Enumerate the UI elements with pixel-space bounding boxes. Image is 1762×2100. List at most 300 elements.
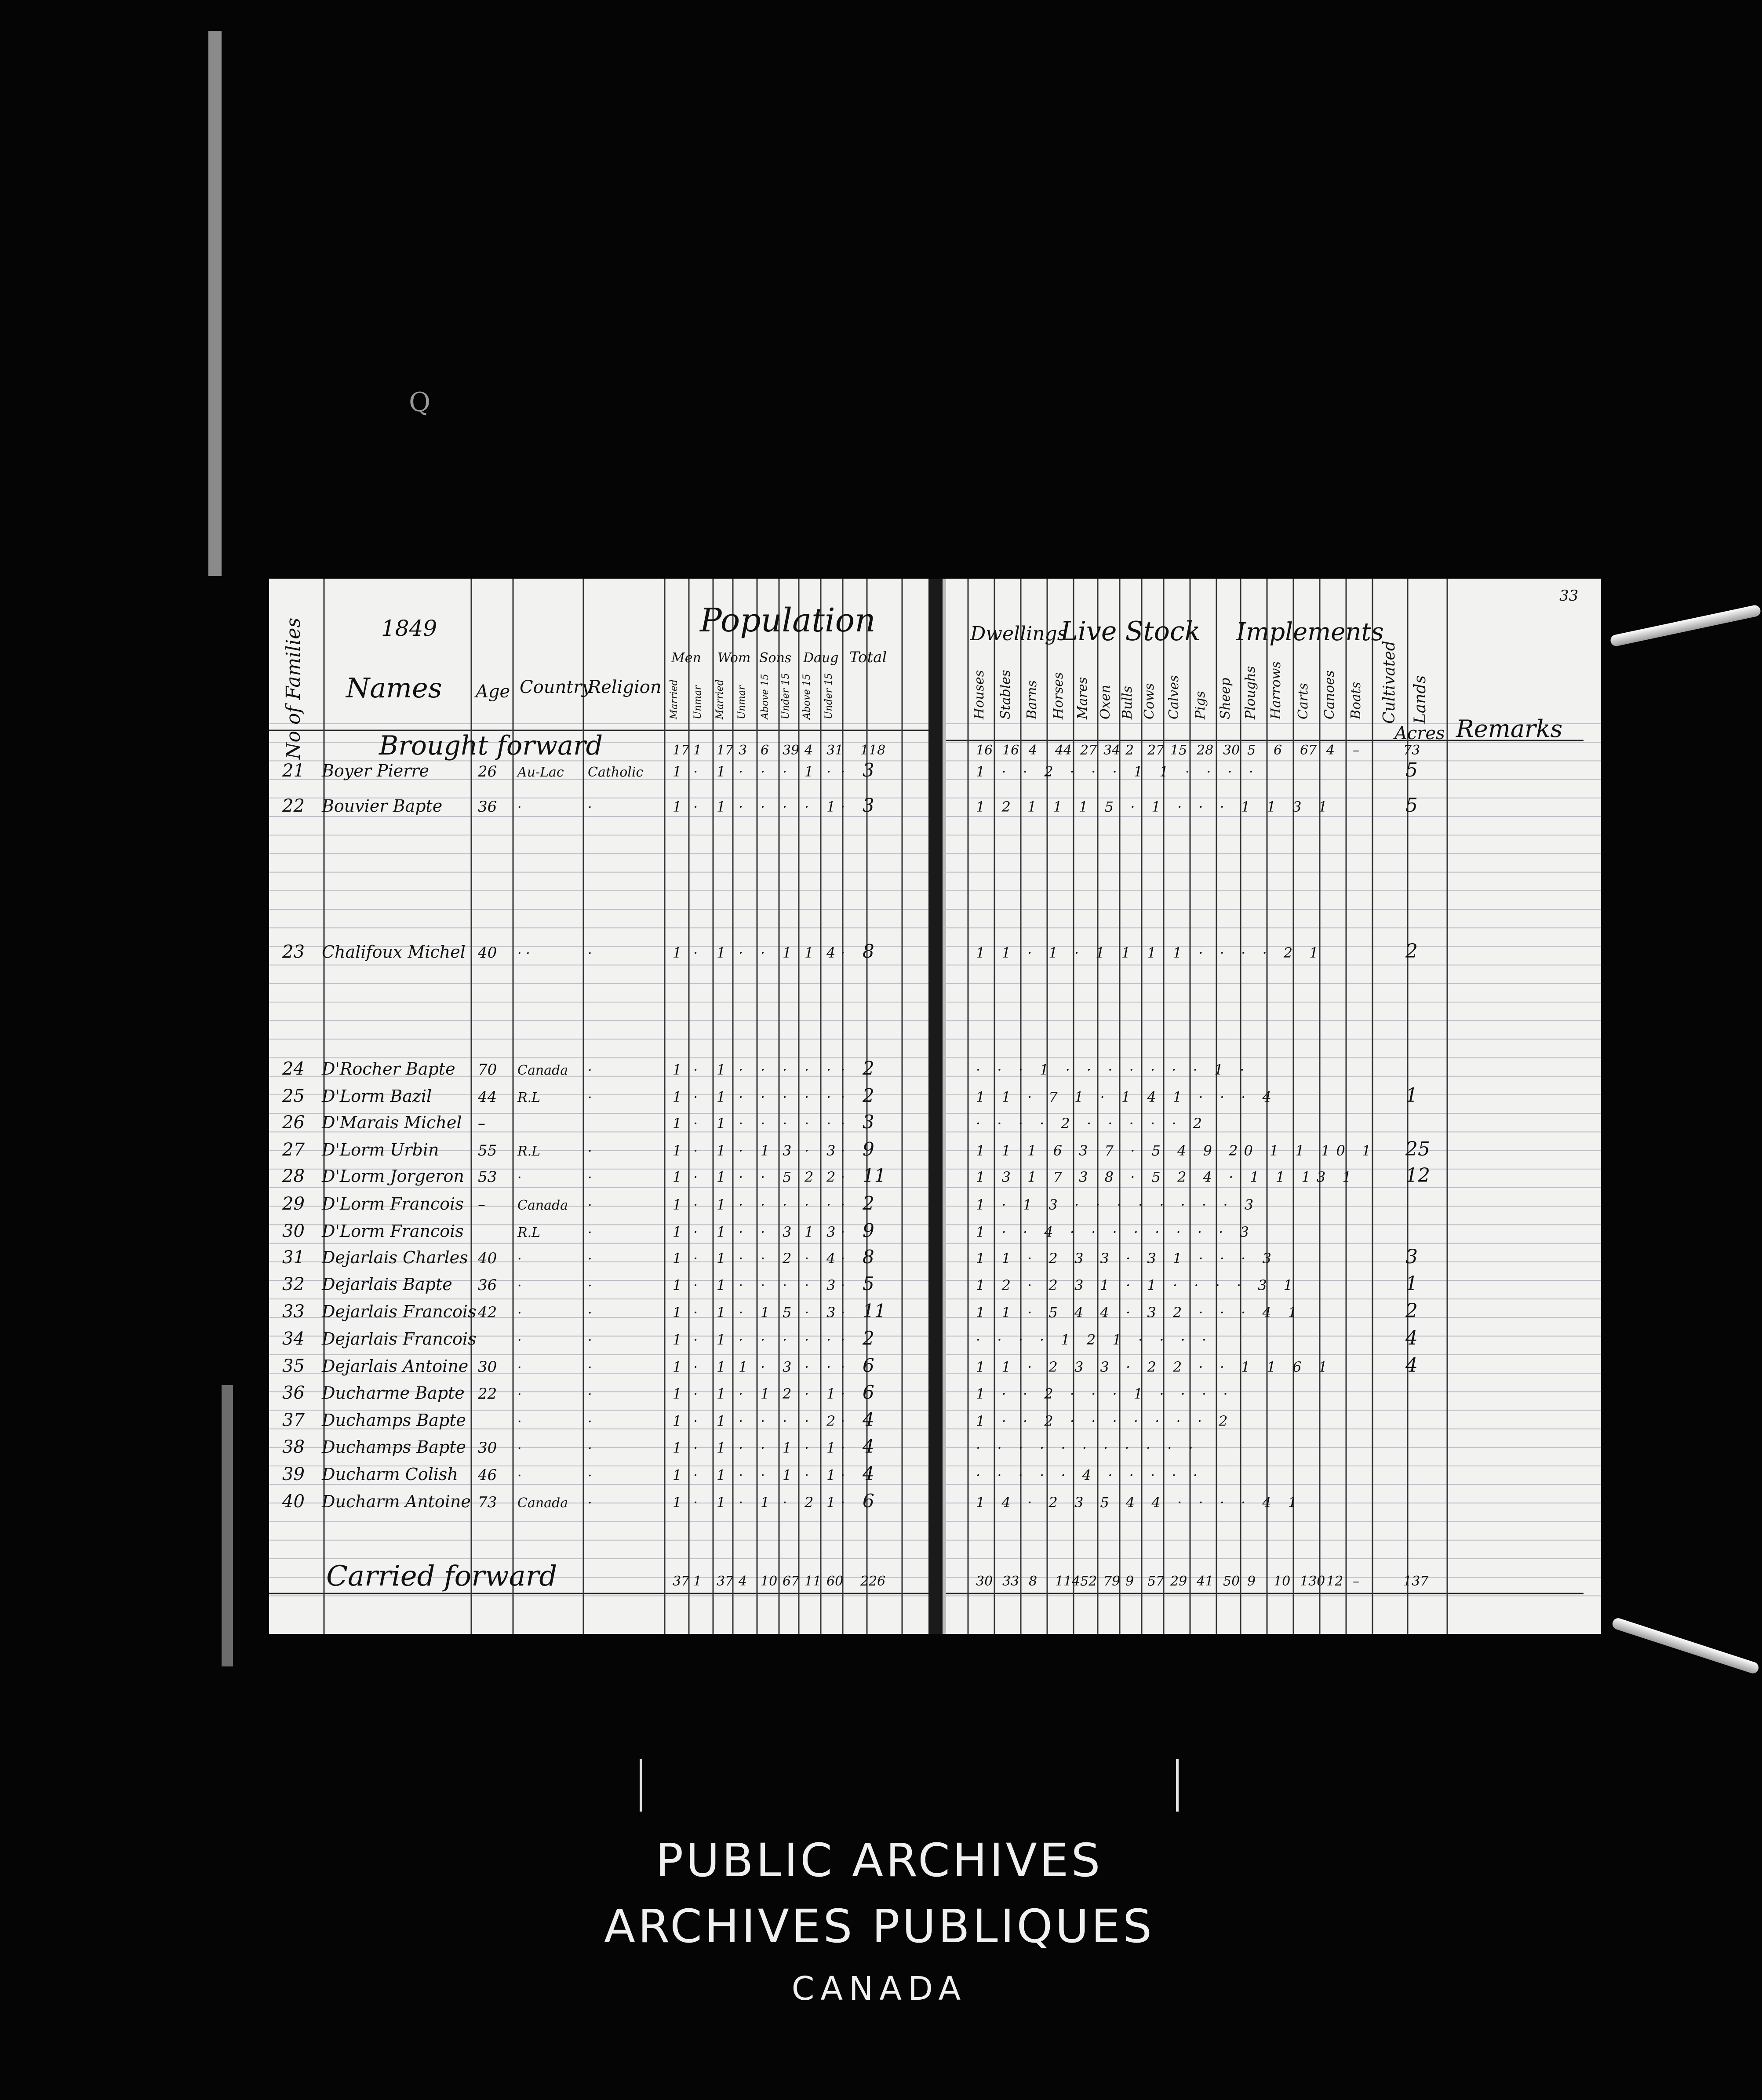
row-pop-value: · [761,1359,765,1375]
row-name: Dejarlais Bapte [322,1275,452,1294]
row-pop-value: · [693,1169,698,1185]
row-name: Boyer Pierre [322,761,430,780]
row-religion: · [588,1144,592,1159]
row-pop-value: 3 [826,1142,836,1159]
row-pop-value: 1 [717,1277,726,1294]
row-stock: 1 · 1 3 · · · · · · · · 3 [976,1196,1260,1213]
row-pop-value: · [761,763,765,780]
row-pop-value: · [841,1440,845,1456]
row-stock: · · · · · · · · · · · [976,1440,1199,1456]
row-stock: 1 · · 2 · · · · · · · 2 [976,1413,1234,1429]
row-pop-value: 1 [717,1224,726,1240]
frame-tick-right [1176,1759,1179,1812]
margin-mark: Q [409,387,431,418]
row-pop-value: · [841,1061,845,1078]
row-pop-value: · [761,1467,765,1484]
brought-forward-value: 17 [717,743,734,758]
stamp-line-3: CANADA [791,1970,967,2008]
row-pop-value: · [739,1089,743,1105]
row-pop-value: 3 [826,1277,836,1294]
row-pop-value: · [761,1115,765,1132]
row-country: · · [517,946,530,961]
row-pop-value: · [693,1467,698,1484]
row-pop-value: 1 [783,1440,792,1456]
row-country: · [517,1360,522,1375]
row-pop-value: · [761,1169,765,1185]
row-country: · [517,1468,522,1484]
row-stock: 1 1 · 2 3 3 · 3 1 · · · 3 [976,1250,1278,1267]
row-pop-value: · [826,1115,831,1132]
brought-forward-value: 15 [1170,743,1187,758]
header-stock-col: Sheep [1218,678,1233,719]
row-total: 4 [863,1409,874,1430]
row-pop-value: · [739,1061,743,1078]
row-pop-value: · [739,1115,743,1132]
row-pop-value: · [739,1304,743,1321]
carried-forward-value: 1 [693,1574,702,1589]
row-pop-value: 1 [673,1115,682,1132]
row-pop-value: · [841,1196,845,1213]
row-stock: 1 1 · 5 4 4 · 3 2 · · · 4 1 [976,1304,1303,1321]
header-stock-col: Barns [1024,680,1040,719]
row-pop-value: · [841,1359,845,1375]
row-number: 23 [282,942,305,962]
row-pop-value: 1 [673,1089,682,1105]
row-acres: 1 [1405,1272,1418,1295]
row-pop-value: 1 [826,1385,836,1402]
carried-forward-value: 60 [826,1574,844,1589]
row-pop-value: · [805,1142,809,1159]
row-pop-value: 1 [717,1304,726,1321]
carried-forward-value: 11 [805,1574,822,1589]
row-acres: 3 [1405,1246,1418,1268]
row-pop-value: · [841,1331,845,1348]
row-pop-value: 1 [673,798,682,815]
row-number: 25 [282,1086,305,1106]
row-acres: 2 [1405,940,1418,962]
row-pop-value: · [739,1331,743,1348]
header-men: Men [671,650,701,666]
row-pop-value: · [693,1196,698,1213]
row-total: 3 [863,795,874,816]
row-acres: 12 [1405,1164,1430,1187]
row-total: 2 [863,1057,874,1079]
row-pop-value: 1 [717,1359,726,1375]
row-age: 30 [478,1358,497,1376]
row-pop-value: 1 [673,1467,682,1484]
frame-tick-left [640,1759,642,1812]
row-pop-value: · [761,1089,765,1105]
row-pop-value: · [805,1304,809,1321]
row-pop-value: 1 [783,944,792,961]
row-name: Ducharme Bapte [322,1383,465,1403]
row-pop-value: 1 [673,1494,682,1511]
row-pop-value: · [693,1142,698,1159]
row-age: 55 [478,1142,497,1159]
row-pop-value: · [841,1494,845,1511]
header-stock-col: Carts [1296,683,1311,719]
row-religion: · [588,1170,592,1185]
row-pop-value: · [841,1224,845,1240]
row-age: 53 [478,1168,497,1186]
row-pop-value: · [761,1061,765,1078]
brought-forward-value: 16 [976,743,993,758]
header-sub: Under 15 [780,673,791,719]
row-stock: · · · · · 4 · · · · · [976,1467,1204,1484]
row-age: 22 [478,1385,497,1403]
carried-forward-value: 137 [1403,1574,1429,1589]
row-pop-value: 3 [826,1224,836,1240]
row-pop-value: · [826,1359,831,1375]
row-pop-value: · [783,1331,787,1348]
row-pop-value: 1 [673,1169,682,1185]
row-number: 24 [282,1059,305,1079]
row-age: 30 [478,1439,497,1457]
row-pop-value: 1 [783,1467,792,1484]
carried-forward-value: 37 [717,1574,734,1589]
row-religion: · [588,1468,592,1484]
brought-forward-value: 39 [783,743,800,758]
row-country: · [517,1441,522,1456]
row-religion: · [588,1198,592,1213]
row-pop-value: · [805,1331,809,1348]
row-name: D'Lorm Francois [322,1194,464,1214]
row-pop-value: 1 [826,798,836,815]
row-pop-value: · [761,944,765,961]
row-acres: 4 [1405,1327,1418,1349]
row-total: 11 [863,1165,886,1186]
row-country: R.L [517,1144,541,1159]
row-pop-value: 1 [826,1440,836,1456]
row-pop-value: · [693,1413,698,1429]
row-number: 36 [282,1383,305,1403]
header-stock-col: Pigs [1193,691,1208,719]
row-pop-value: 1 [673,1359,682,1375]
row-pop-value: · [693,1440,698,1456]
row-stock: 1 1 1 6 3 7 · 5 4 9 20 1 1 10 1 [976,1142,1377,1159]
header-sub: Above 15 [760,674,771,719]
film-edge-strip [208,31,222,576]
row-pop-value: 1 [673,1440,682,1456]
row-pop-value: · [693,1359,698,1375]
row-total: 6 [863,1382,874,1403]
carried-forward-value: 29 [1170,1574,1187,1589]
stamp-line-2: ARCHIVES PUBLIQUES [604,1899,1155,1953]
row-pop-value: · [783,1089,787,1105]
row-pop-value: · [693,798,698,815]
row-pop-value: 1 [717,1115,726,1132]
row-pop-value: 1 [717,1467,726,1484]
row-pop-value: 1 [717,763,726,780]
carried-forward-value: 79 [1103,1574,1121,1589]
row-pop-value: · [805,1467,809,1484]
row-country: · [517,1170,522,1185]
row-religion: · [588,1441,592,1456]
header-sub: Unmar [736,685,747,719]
row-number: 21 [282,761,305,781]
row-pop-value: 1 [717,1494,726,1511]
brought-forward-value: 4 [805,743,813,758]
row-number: 35 [282,1356,305,1376]
carried-forward-value: 50 [1223,1574,1240,1589]
brought-forward-value: 30 [1223,743,1240,758]
page-gutter [928,579,943,1634]
header-country: Country [520,677,592,697]
row-country: R.L [517,1225,541,1240]
header-remarks: Remarks [1456,715,1563,743]
row-pop-value: 1 [717,1169,726,1185]
row-pop-value: · [739,1277,743,1294]
row-number: 29 [282,1194,305,1214]
row-pop-value: 1 [717,1413,726,1429]
brought-forward-value: 27 [1080,743,1097,758]
row-pop-value: · [693,1115,698,1132]
row-pop-value: · [693,1385,698,1402]
row-pop-value: · [761,1331,765,1348]
carried-forward-value: 130 [1300,1574,1325,1589]
header-no-families: No of Families [282,617,305,760]
carried-forward-label: Carried forward [326,1560,557,1593]
row-acres: 2 [1405,1300,1418,1322]
header-sub: Unmar [692,685,703,719]
row-pop-value: 2 [783,1250,792,1267]
row-stock: 1 · · 2 · · · 1 · · · · [976,1385,1234,1402]
row-age: 40 [478,944,497,962]
row-pop-value: 1 [761,1385,770,1402]
row-religion: · [588,1063,592,1078]
brought-forward-value: 118 [860,743,886,758]
row-total: 2 [863,1192,874,1214]
brought-forward-value: 67 [1300,743,1317,758]
row-pop-value: · [739,1142,743,1159]
row-pop-value: · [739,1440,743,1456]
row-pop-value: · [761,1277,765,1294]
row-religion: · [588,800,592,815]
row-country: Canada [517,1198,568,1213]
row-religion: · [588,1387,592,1402]
row-country: Au-Lac [517,765,564,780]
row-name: Dejarlais Francois [322,1329,477,1349]
row-pop-value: · [841,1089,845,1105]
row-country: · [517,1251,522,1267]
row-name: Dejarlais Antoine [322,1356,469,1376]
row-country: · [517,1333,522,1348]
row-pop-value: 1 [717,1250,726,1267]
page-number: 33 [1559,587,1579,605]
row-pop-value: · [739,763,743,780]
header-population: Population [700,602,876,639]
header-daughters: Daug [803,650,839,666]
header-stock-col: Calves [1166,675,1182,719]
row-pop-value: 1 [717,798,726,815]
row-religion: · [588,1414,592,1429]
row-pop-value: 3 [826,1304,836,1321]
row-pop-value: · [739,1224,743,1240]
row-religion: · [588,1360,592,1375]
row-pop-value: · [841,1115,845,1132]
row-age: 44 [478,1088,497,1106]
header-sons: Sons [759,650,792,666]
header-stock-col: Boats [1348,682,1364,719]
header-live-stock: Live Stock [1060,616,1201,647]
header-religion: Religion [588,677,662,697]
brought-forward-value: 6 [1274,743,1282,758]
row-total: 9 [863,1220,874,1241]
row-pop-value: 1 [673,1385,682,1402]
header-stock-col: Ploughs [1243,666,1258,719]
row-name: Duchamps Bapte [322,1437,466,1457]
brought-forward-value: 1 [693,743,702,758]
row-number: 27 [282,1140,305,1160]
header-stock-col: Horses [1051,672,1066,719]
row-pop-value: · [783,1277,787,1294]
row-stock: 1 1 · 2 3 3 · 2 2 · · 1 1 6 1 [976,1359,1334,1375]
row-pop-value: 1 [761,1142,770,1159]
row-pop-value: · [693,1304,698,1321]
brought-forward-value: 44 [1055,743,1072,758]
row-pop-value: · [841,1169,845,1185]
row-pop-value: · [693,1224,698,1240]
row-name: Bouvier Bapte [322,796,443,816]
header-cultivated: Cultivated [1380,641,1398,724]
row-pop-value: · [693,1061,698,1078]
row-religion: · [588,946,592,961]
brought-forward-value: 5 [1247,743,1256,758]
row-number: 28 [282,1166,305,1186]
header-sub: Married [714,679,725,719]
row-pop-value: 1 [673,1250,682,1267]
row-pop-value: · [805,1385,809,1402]
row-name: Ducharm Antoine [322,1492,471,1511]
header-stock-col: Bulls [1120,686,1135,719]
row-pop-value: 2 [805,1494,814,1511]
row-pop-value: 3 [783,1142,792,1159]
row-acres: 25 [1405,1138,1430,1160]
row-acres: 1 [1405,1084,1418,1107]
row-age: 46 [478,1466,497,1484]
row-pop-value: · [805,1089,809,1105]
row-acres: 5 [1405,794,1418,817]
row-pop-value: · [739,1494,743,1511]
row-pop-value: 1 [673,1304,682,1321]
row-number: 22 [282,796,305,816]
row-religion: · [588,1305,592,1321]
row-pop-value: 3 [783,1359,792,1375]
row-pop-value: · [761,1196,765,1213]
row-pop-value: 1 [673,944,682,961]
header-sub: Under 15 [823,673,834,719]
row-age: 36 [478,1276,497,1294]
row-total: 5 [863,1273,874,1294]
row-pop-value: · [761,1224,765,1240]
row-pop-value: · [783,1494,787,1511]
brought-forward-value: 34 [1103,743,1121,758]
row-pop-value: · [805,1250,809,1267]
row-pop-value: · [841,763,845,780]
row-total: 3 [863,1111,874,1133]
row-pop-value: · [761,1250,765,1267]
brought-forward-value: 28 [1197,743,1214,758]
row-pop-value: 2 [805,1169,814,1185]
page-clip-bottom [1611,1617,1760,1675]
row-total: 4 [863,1463,874,1484]
brought-forward-value: 27 [1147,743,1165,758]
carried-forward-value: 33 [1002,1574,1019,1589]
row-pop-value: · [693,1089,698,1105]
row-acres: 4 [1405,1354,1418,1377]
row-country: · [517,1387,522,1402]
brought-forward-value: 4 [1029,743,1038,758]
row-pop-value: 1 [717,1061,726,1078]
row-pop-value: · [739,1250,743,1267]
brought-forward-value: 31 [826,743,844,758]
row-pop-value: · [826,1089,831,1105]
row-pop-value: · [739,1385,743,1402]
row-stock: 1 3 1 7 3 8 · 5 2 4 · 1 1 13 1 [976,1169,1358,1185]
row-age: 70 [478,1061,497,1079]
row-name: Dejarlais Charles [322,1248,468,1267]
row-total: 8 [863,941,874,962]
header-sub: Above 15 [801,674,812,719]
brought-forward-value: 4 [1326,743,1335,758]
row-country: Canada [517,1063,568,1078]
row-pop-value: · [841,798,845,815]
header-sub: Married [669,679,680,719]
row-name: D'Lorm Bazil [322,1086,432,1106]
row-pop-value: · [805,1115,809,1132]
row-pop-value: 1 [673,1061,682,1078]
row-pop-value: · [693,1494,698,1511]
carried-forward-value: 30 [976,1574,993,1589]
row-pop-value: 1 [717,944,726,961]
row-pop-value: 2 [783,1385,792,1402]
row-pop-value: · [841,1467,845,1484]
row-religion: Catholic [588,765,644,780]
row-total: 4 [863,1436,874,1457]
row-pop-value: · [826,1061,831,1078]
row-number: 38 [282,1437,305,1457]
carried-forward-value: 67 [783,1574,800,1589]
row-pop-value: · [739,1169,743,1185]
row-acres: 5 [1405,759,1418,781]
carried-forward-value: 8 [1029,1574,1038,1589]
row-stock: · · · · 1 2 1 · · · · [976,1331,1213,1348]
carried-forward-value: 9 [1125,1574,1134,1589]
row-name: D'Lorm Jorgeron [322,1167,464,1186]
row-religion: · [588,1225,592,1240]
row-pop-value: · [783,1413,787,1429]
row-pop-value: 4 [826,1250,836,1267]
film-edge-strip-lower [222,1385,233,1666]
header-dwellings: Dwellings [970,623,1067,645]
row-number: 32 [282,1274,305,1294]
row-pop-value: · [805,1061,809,1078]
row-pop-value: · [805,1440,809,1456]
row-religion: · [588,1333,592,1348]
row-religion: · [588,1278,592,1294]
row-religion: · [588,1495,592,1511]
row-pop-value: · [783,1061,787,1078]
row-number: 30 [282,1221,305,1241]
row-pop-value: 1 [717,1440,726,1456]
row-pop-value: · [783,1115,787,1132]
row-pop-value: · [841,944,845,961]
row-pop-value: · [693,1331,698,1348]
row-pop-value: · [841,1142,845,1159]
brought-forward-value: 16 [1002,743,1019,758]
row-pop-value: 5 [783,1169,792,1185]
row-religion: · [588,1090,592,1105]
